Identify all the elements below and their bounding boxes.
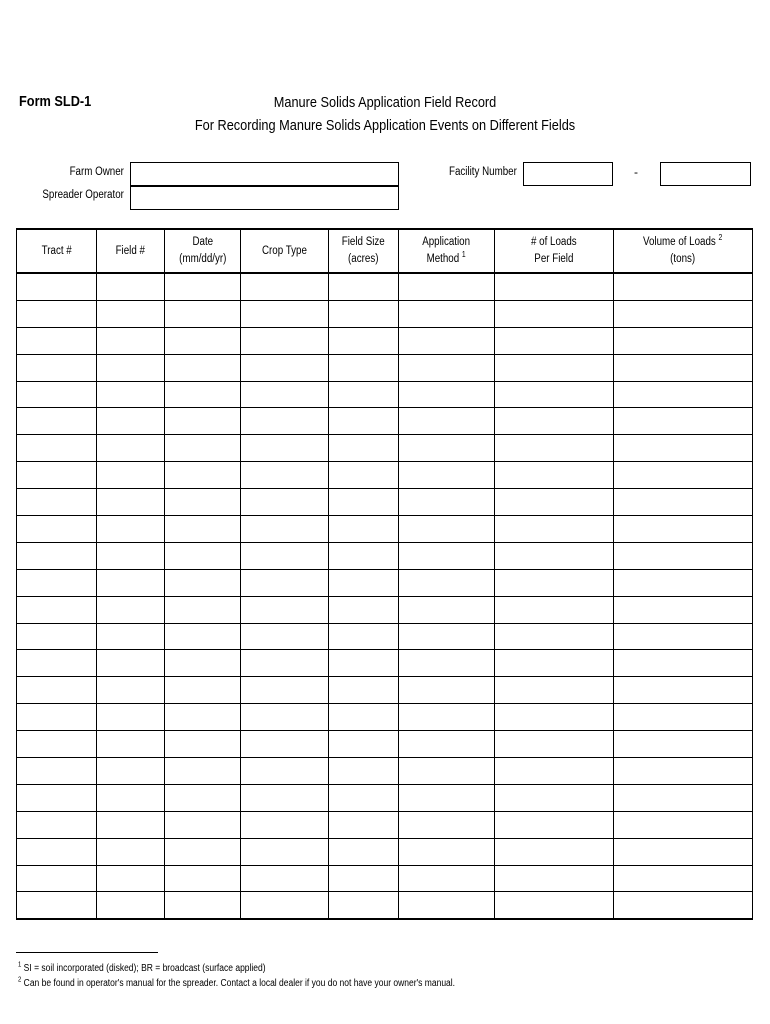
form-title: Manure Solids Application Field Record: [273, 94, 497, 111]
cell-field[interactable]: [97, 408, 165, 435]
cell-application-method[interactable]: [399, 273, 495, 300]
cell-application-method[interactable]: [399, 758, 495, 785]
cell-number-of-loads[interactable]: [495, 300, 614, 327]
cell-volume-of-loads[interactable]: [614, 273, 753, 300]
cell-application-method[interactable]: [399, 462, 495, 489]
cell-volume-of-loads[interactable]: [614, 811, 753, 838]
table-row: [17, 596, 753, 623]
cell-crop-type[interactable]: [241, 596, 329, 623]
footnote-1: $^1$ SI = soil incorporated (disked); BR = broadcast (surface applied): [18, 961, 266, 974]
cell-volume-of-loads[interactable]: [614, 865, 753, 892]
facility-number-field-2[interactable]: [660, 162, 751, 186]
cell-tract[interactable]: [17, 381, 97, 408]
cell-application-method[interactable]: [399, 381, 495, 408]
cell-tract[interactable]: [17, 811, 97, 838]
cell-volume-of-loads[interactable]: [614, 596, 753, 623]
table-row: [17, 623, 753, 650]
cell-field[interactable]: [97, 542, 165, 569]
cell-application-method[interactable]: [399, 542, 495, 569]
cell-field-size[interactable]: [329, 838, 399, 865]
cell-crop-type[interactable]: [241, 569, 329, 596]
cell-number-of-loads[interactable]: [495, 435, 614, 462]
cell-tract[interactable]: [17, 596, 97, 623]
cell-application-method[interactable]: [399, 300, 495, 327]
cell-crop-type[interactable]: [241, 623, 329, 650]
cell-field-size[interactable]: [329, 273, 399, 300]
cell-date[interactable]: [165, 784, 241, 811]
cell-number-of-loads[interactable]: [495, 784, 614, 811]
cell-date[interactable]: [165, 731, 241, 758]
cell-tract[interactable]: [17, 731, 97, 758]
table-row: [17, 435, 753, 462]
cell-tract[interactable]: [17, 784, 97, 811]
cell-crop-type[interactable]: [241, 784, 329, 811]
cell-tract[interactable]: [17, 516, 97, 543]
cell-application-method[interactable]: [399, 623, 495, 650]
cell-date[interactable]: [165, 408, 241, 435]
cell-volume-of-loads[interactable]: [614, 677, 753, 704]
cell-field-size[interactable]: [329, 677, 399, 704]
cell-date[interactable]: [165, 381, 241, 408]
cell-field-size[interactable]: [329, 865, 399, 892]
cell-field-size[interactable]: [329, 704, 399, 731]
cell-number-of-loads[interactable]: [495, 704, 614, 731]
cell-tract[interactable]: [17, 569, 97, 596]
footnote-ref-1: 1: [462, 250, 467, 260]
cell-tract[interactable]: [17, 273, 97, 300]
cell-number-of-loads[interactable]: [495, 569, 614, 596]
cell-date[interactable]: [165, 462, 241, 489]
cell-volume-of-loads[interactable]: [614, 704, 753, 731]
cell-application-method[interactable]: [399, 811, 495, 838]
cell-crop-type[interactable]: [241, 704, 329, 731]
table-row: [17, 408, 753, 435]
cell-number-of-loads[interactable]: [495, 408, 614, 435]
cell-application-method[interactable]: [399, 569, 495, 596]
cell-tract[interactable]: [17, 462, 97, 489]
cell-application-method[interactable]: [399, 892, 495, 919]
form-id: Form SLD-1: [19, 93, 92, 110]
cell-number-of-loads[interactable]: [495, 650, 614, 677]
cell-number-of-loads[interactable]: [495, 381, 614, 408]
cell-field-size[interactable]: [329, 354, 399, 381]
cell-field[interactable]: [97, 300, 165, 327]
header-application-method: Application Method $^1$: [399, 229, 495, 273]
cell-crop-type[interactable]: [241, 516, 329, 543]
cell-field-size[interactable]: [329, 623, 399, 650]
cell-volume-of-loads[interactable]: [614, 489, 753, 516]
table-row: [17, 865, 753, 892]
cell-number-of-loads[interactable]: [495, 731, 614, 758]
farm-owner-label: Farm Owner: [69, 166, 124, 178]
cell-number-of-loads[interactable]: [495, 865, 614, 892]
cell-date[interactable]: [165, 542, 241, 569]
cell-field-size[interactable]: [329, 327, 399, 354]
cell-volume-of-loads[interactable]: [614, 327, 753, 354]
cell-field[interactable]: [97, 731, 165, 758]
cell-field-size[interactable]: [329, 596, 399, 623]
cell-number-of-loads[interactable]: [495, 623, 614, 650]
farm-owner-field[interactable]: [130, 162, 399, 186]
header-tract: Tract #: [17, 229, 97, 273]
cell-field-size[interactable]: [329, 542, 399, 569]
footnote-2: $^2$ Can be found in operator's manual for the spreader. Contact a local dealer if you do not have your owner's manual.: [18, 976, 456, 989]
table-row: [17, 516, 753, 543]
cell-crop-type[interactable]: [241, 408, 329, 435]
header-date: Date (mm/dd/yr): [165, 229, 241, 273]
cell-crop-type[interactable]: [241, 354, 329, 381]
cell-tract[interactable]: [17, 300, 97, 327]
cell-volume-of-loads[interactable]: [614, 435, 753, 462]
cell-volume-of-loads[interactable]: [614, 731, 753, 758]
cell-date[interactable]: [165, 569, 241, 596]
table-row: [17, 273, 753, 300]
cell-field[interactable]: [97, 569, 165, 596]
cell-field-size[interactable]: [329, 758, 399, 785]
cell-field-size[interactable]: [329, 408, 399, 435]
header-number-of-loads: # of Loads Per Field: [495, 229, 614, 273]
cell-date[interactable]: [165, 354, 241, 381]
cell-application-method[interactable]: [399, 354, 495, 381]
table-row: [17, 542, 753, 569]
cell-date[interactable]: [165, 811, 241, 838]
cell-number-of-loads[interactable]: [495, 892, 614, 919]
table-row: [17, 677, 753, 704]
cell-crop-type[interactable]: [241, 300, 329, 327]
facility-number-field-1[interactable]: [523, 162, 613, 186]
cell-field[interactable]: [97, 462, 165, 489]
cell-application-method[interactable]: [399, 596, 495, 623]
cell-crop-type[interactable]: [241, 542, 329, 569]
cell-crop-type[interactable]: [241, 865, 329, 892]
cell-field-size[interactable]: [329, 650, 399, 677]
cell-tract[interactable]: [17, 623, 97, 650]
table-row: [17, 811, 753, 838]
cell-field[interactable]: [97, 838, 165, 865]
table-row: [17, 327, 753, 354]
cell-date[interactable]: [165, 300, 241, 327]
cell-application-method[interactable]: [399, 704, 495, 731]
cell-field[interactable]: [97, 273, 165, 300]
cell-crop-type[interactable]: [241, 327, 329, 354]
cell-volume-of-loads[interactable]: [614, 784, 753, 811]
cell-number-of-loads[interactable]: [495, 811, 614, 838]
header-field: Field #: [97, 229, 165, 273]
cell-application-method[interactable]: [399, 838, 495, 865]
cell-volume-of-loads[interactable]: [614, 569, 753, 596]
cell-application-method[interactable]: [399, 865, 495, 892]
cell-tract[interactable]: [17, 489, 97, 516]
footnote-divider: [16, 952, 158, 953]
table-row: [17, 731, 753, 758]
cell-date[interactable]: [165, 865, 241, 892]
cell-volume-of-loads[interactable]: [614, 516, 753, 543]
cell-crop-type[interactable]: [241, 677, 329, 704]
facility-number-separator: -: [634, 165, 638, 179]
cell-number-of-loads[interactable]: [495, 596, 614, 623]
cell-application-method[interactable]: [399, 677, 495, 704]
cell-field[interactable]: [97, 489, 165, 516]
table-row: [17, 462, 753, 489]
cell-date[interactable]: [165, 327, 241, 354]
cell-tract[interactable]: [17, 758, 97, 785]
cell-number-of-loads[interactable]: [495, 327, 614, 354]
header-crop-type: Crop Type: [241, 229, 329, 273]
footnote-ref-2: 2: [718, 233, 723, 243]
table-row: [17, 704, 753, 731]
cell-number-of-loads[interactable]: [495, 489, 614, 516]
cell-number-of-loads[interactable]: [495, 758, 614, 785]
cell-date[interactable]: [165, 892, 241, 919]
cell-field-size[interactable]: [329, 300, 399, 327]
cell-application-method[interactable]: [399, 489, 495, 516]
cell-tract[interactable]: [17, 838, 97, 865]
cell-field[interactable]: [97, 381, 165, 408]
cell-date[interactable]: [165, 489, 241, 516]
table-row: [17, 489, 753, 516]
cell-field-size[interactable]: [329, 731, 399, 758]
cell-crop-type[interactable]: [241, 462, 329, 489]
cell-volume-of-loads[interactable]: [614, 892, 753, 919]
table-row: [17, 650, 753, 677]
cell-field[interactable]: [97, 435, 165, 462]
cell-volume-of-loads[interactable]: [614, 838, 753, 865]
cell-date[interactable]: [165, 435, 241, 462]
spreader-operator-label: Spreader Operator: [42, 189, 124, 201]
cell-field-size[interactable]: [329, 569, 399, 596]
cell-field-size[interactable]: [329, 489, 399, 516]
cell-volume-of-loads[interactable]: [614, 758, 753, 785]
cell-tract[interactable]: [17, 542, 97, 569]
application-log-table: [16, 228, 753, 920]
cell-field[interactable]: [97, 677, 165, 704]
cell-tract[interactable]: [17, 327, 97, 354]
cell-tract[interactable]: [17, 892, 97, 919]
cell-field[interactable]: [97, 596, 165, 623]
cell-tract[interactable]: [17, 704, 97, 731]
cell-application-method[interactable]: [399, 731, 495, 758]
table-row: [17, 354, 753, 381]
table-row: [17, 300, 753, 327]
cell-date[interactable]: [165, 677, 241, 704]
table-header-row: [17, 229, 753, 273]
table-row: [17, 758, 753, 785]
cell-tract[interactable]: [17, 408, 97, 435]
cell-field[interactable]: [97, 327, 165, 354]
cell-crop-type[interactable]: [241, 811, 329, 838]
cell-number-of-loads[interactable]: [495, 273, 614, 300]
cell-volume-of-loads[interactable]: [614, 408, 753, 435]
cell-volume-of-loads[interactable]: [614, 650, 753, 677]
cell-volume-of-loads[interactable]: [614, 623, 753, 650]
table-row: [17, 381, 753, 408]
cell-field[interactable]: [97, 623, 165, 650]
cell-crop-type[interactable]: [241, 758, 329, 785]
cell-field-size[interactable]: [329, 516, 399, 543]
cell-crop-type[interactable]: [241, 381, 329, 408]
cell-date[interactable]: [165, 838, 241, 865]
cell-application-method[interactable]: [399, 784, 495, 811]
cell-application-method[interactable]: [399, 516, 495, 543]
cell-number-of-loads[interactable]: [495, 516, 614, 543]
facility-number-label: Facility Number: [449, 166, 517, 178]
cell-volume-of-loads[interactable]: [614, 354, 753, 381]
cell-field-size[interactable]: [329, 462, 399, 489]
cell-volume-of-loads[interactable]: [614, 462, 753, 489]
cell-tract[interactable]: [17, 435, 97, 462]
cell-field-size[interactable]: [329, 435, 399, 462]
cell-field-size[interactable]: [329, 892, 399, 919]
cell-date[interactable]: [165, 273, 241, 300]
cell-number-of-loads[interactable]: [495, 677, 614, 704]
cell-application-method[interactable]: [399, 650, 495, 677]
cell-field[interactable]: [97, 784, 165, 811]
cell-number-of-loads[interactable]: [495, 462, 614, 489]
cell-field[interactable]: [97, 865, 165, 892]
cell-tract[interactable]: [17, 677, 97, 704]
table-row: [17, 784, 753, 811]
cell-application-method[interactable]: [399, 435, 495, 462]
cell-field-size[interactable]: [329, 811, 399, 838]
cell-crop-type[interactable]: [241, 731, 329, 758]
table-row: [17, 838, 753, 865]
cell-date[interactable]: [165, 516, 241, 543]
cell-number-of-loads[interactable]: [495, 838, 614, 865]
cell-field[interactable]: [97, 354, 165, 381]
header-field-size: Field Size (acres): [329, 229, 399, 273]
cell-tract[interactable]: [17, 650, 97, 677]
form-subtitle: For Recording Manure Solids Application Events on Different Fields: [194, 117, 576, 134]
cell-crop-type[interactable]: [241, 650, 329, 677]
cell-application-method[interactable]: [399, 408, 495, 435]
cell-field[interactable]: [97, 811, 165, 838]
cell-field-size[interactable]: [329, 784, 399, 811]
cell-number-of-loads[interactable]: [495, 542, 614, 569]
spreader-operator-field[interactable]: [130, 186, 399, 210]
cell-date[interactable]: [165, 596, 241, 623]
cell-field[interactable]: [97, 516, 165, 543]
cell-crop-type[interactable]: [241, 273, 329, 300]
cell-date[interactable]: [165, 623, 241, 650]
cell-date[interactable]: [165, 758, 241, 785]
cell-volume-of-loads[interactable]: [614, 300, 753, 327]
cell-volume-of-loads[interactable]: [614, 542, 753, 569]
cell-crop-type[interactable]: [241, 892, 329, 919]
cell-crop-type[interactable]: [241, 489, 329, 516]
cell-tract[interactable]: [17, 354, 97, 381]
cell-number-of-loads[interactable]: [495, 354, 614, 381]
header-volume-of-loads: Volume of Loads $^2$ (tons): [614, 229, 753, 273]
cell-tract[interactable]: [17, 865, 97, 892]
cell-date[interactable]: [165, 650, 241, 677]
cell-date[interactable]: [165, 704, 241, 731]
cell-field[interactable]: [97, 758, 165, 785]
table-row: [17, 569, 753, 596]
cell-field[interactable]: [97, 704, 165, 731]
table-row: [17, 892, 753, 919]
cell-field[interactable]: [97, 650, 165, 677]
cell-application-method[interactable]: [399, 327, 495, 354]
cell-field-size[interactable]: [329, 381, 399, 408]
cell-crop-type[interactable]: [241, 838, 329, 865]
cell-field[interactable]: [97, 892, 165, 919]
cell-crop-type[interactable]: [241, 435, 329, 462]
cell-volume-of-loads[interactable]: [614, 381, 753, 408]
